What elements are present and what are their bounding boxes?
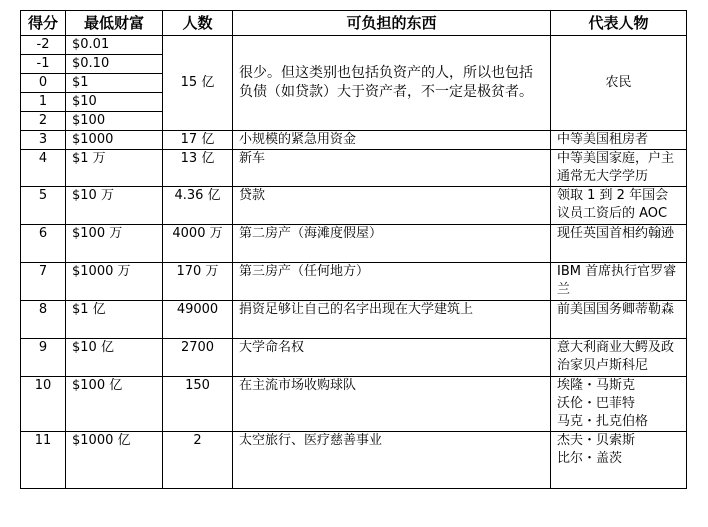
wealth-cell: $0.10 <box>66 55 163 74</box>
affordable-cell: 第二房产（海滩度假屋） <box>233 225 551 263</box>
table-row <box>21 263 687 301</box>
wealth-cell: $1 亿 <box>66 301 163 339</box>
wealth-cell: $1000 <box>66 131 163 150</box>
count-cell: 13 亿 <box>163 150 233 187</box>
score-cell: 0 <box>21 74 66 93</box>
score-cell: 6 <box>21 225 66 263</box>
score-cell: 5 <box>21 187 66 225</box>
count-cell: 4000 万 <box>163 225 233 263</box>
table-row <box>21 187 687 225</box>
wealth-cell: $100 亿 <box>66 377 163 432</box>
score-cell: 9 <box>21 339 66 377</box>
wealth-cell: $100 <box>66 112 163 131</box>
score-cell: 8 <box>21 301 66 339</box>
affordable-cell: 小规模的紧急用资金 <box>233 131 551 150</box>
affordable-cell: 第三房产（任何地方） <box>233 263 551 301</box>
affordable-cell: 大学命名权 <box>233 339 551 377</box>
wealth-cell: $0.01 <box>66 36 163 55</box>
table-row <box>21 225 687 263</box>
table-row <box>21 432 687 489</box>
wealth-cell: $1000 万 <box>66 263 163 301</box>
count-cell: 150 <box>163 377 233 432</box>
wealth-table <box>20 10 687 489</box>
header-row <box>21 11 687 36</box>
representative-cell: 农民 <box>551 36 687 131</box>
header-count: 人数 <box>163 11 233 36</box>
wealth-cell: $10 万 <box>66 187 163 225</box>
count-cell: 2 <box>163 432 233 489</box>
score-cell: -1 <box>21 55 66 74</box>
score-cell: 2 <box>21 112 66 131</box>
header-score: 得分 <box>21 11 66 36</box>
header-affordable: 可负担的东西 <box>233 11 551 36</box>
representative-cell: 前美国国务卿蒂勒森 <box>551 301 687 339</box>
count-cell: 4.36 亿 <box>163 187 233 225</box>
score-cell: 3 <box>21 131 66 150</box>
representative-cell: IBM 首席执行官罗睿兰 <box>551 263 687 301</box>
wealth-cell: $1 <box>66 74 163 93</box>
affordable-cell: 很少。但这类别也包括负资产的人，所以也包括负债（如贷款）大于资产者，不一定是极贫者。 <box>233 36 551 131</box>
affordable-cell: 捐资足够让自己的名字出现在大学建筑上 <box>233 301 551 339</box>
table-row <box>21 150 687 187</box>
count-cell: 49000 <box>163 301 233 339</box>
score-cell: -2 <box>21 36 66 55</box>
score-cell: 11 <box>21 432 66 489</box>
header-representative: 代表人物 <box>551 11 687 36</box>
representative-cell: 意大利商业大鳄及政治家贝卢斯科尼 <box>551 339 687 377</box>
wealth-cell: $1000 亿 <box>66 432 163 489</box>
representative-cell: 现任英国首相约翰逊 <box>551 225 687 263</box>
score-cell: 10 <box>21 377 66 432</box>
affordable-cell: 贷款 <box>233 187 551 225</box>
table-row <box>21 301 687 339</box>
affordable-cell: 太空旅行、医疗慈善事业 <box>233 432 551 489</box>
table-row <box>21 131 687 150</box>
wealth-cell: $10 亿 <box>66 339 163 377</box>
representative-cell: 埃隆・马斯克 沃伦・巴菲特 马克・扎克伯格 <box>551 377 687 432</box>
wealth-cell: $1 万 <box>66 150 163 187</box>
count-cell: 17 亿 <box>163 131 233 150</box>
table-row <box>21 377 687 432</box>
count-cell: 2700 <box>163 339 233 377</box>
affordable-cell: 在主流市场收购球队 <box>233 377 551 432</box>
affordable-cell: 新车 <box>233 150 551 187</box>
wealth-cell: $10 <box>66 93 163 112</box>
count-cell: 170 万 <box>163 263 233 301</box>
score-cell: 4 <box>21 150 66 187</box>
representative-cell: 领取 1 到 2 年国会议员工资后的 AOC <box>551 187 687 225</box>
representative-cell: 中等美国租房者 <box>551 131 687 150</box>
representative-cell: 中等美国家庭，户主通常无大学学历 <box>551 150 687 187</box>
count-cell: 15 亿 <box>163 36 233 131</box>
header-min-wealth: 最低财富 <box>66 11 163 36</box>
score-cell: 7 <box>21 263 66 301</box>
wealth-cell: $100 万 <box>66 225 163 263</box>
representative-cell: 杰夫・贝索斯 比尔・盖茨 <box>551 432 687 489</box>
table-row <box>21 339 687 377</box>
table-row <box>21 36 687 55</box>
score-cell: 1 <box>21 93 66 112</box>
